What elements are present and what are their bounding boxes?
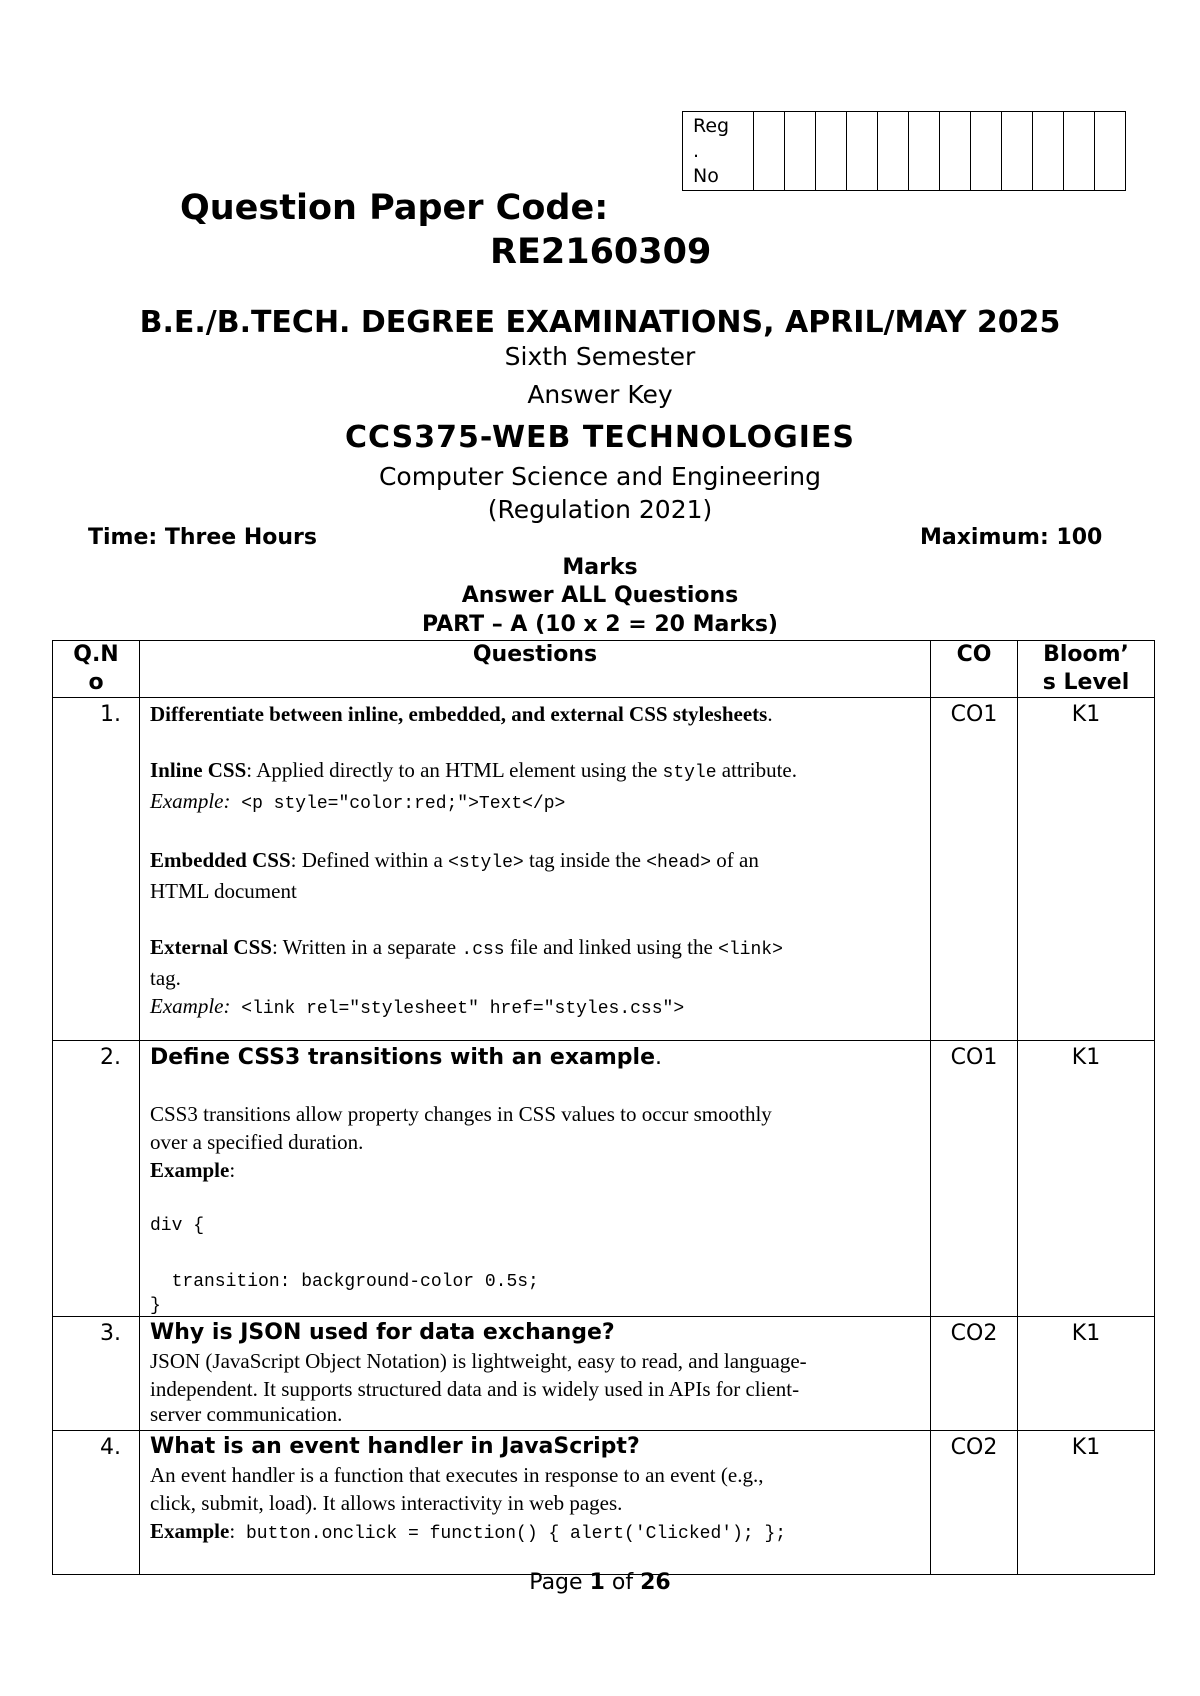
page-of: of — [604, 1570, 641, 1595]
q1-example-label: Example: — [150, 789, 231, 813]
course-title: CCS375-WEB TECHNOLOGIES — [345, 420, 855, 455]
bloom-cell: K1 — [1018, 1431, 1155, 1575]
col-qno-line2: o — [88, 670, 104, 695]
answer-line: independent. It supports structured data and is widely used in APIs for client- — [150, 1377, 800, 1401]
q1-embedded-text3: of an — [711, 848, 759, 872]
question-cell — [140, 1431, 931, 1575]
reg-digit-box — [785, 112, 816, 191]
reg-no-label — [683, 112, 754, 191]
reg-digit-box — [971, 112, 1002, 191]
reg-digit-box — [1002, 112, 1033, 191]
answer-line — [150, 787, 920, 818]
code-line: div { — [150, 1216, 205, 1236]
q1-external-code1: .css — [461, 940, 505, 960]
answer-line: HTML document — [150, 879, 297, 903]
qp-code-label: Question Paper Code: — [180, 188, 609, 228]
qp-code-value: RE2160309 — [490, 232, 712, 272]
reg-digit-box — [816, 112, 847, 191]
reg-no-box — [682, 111, 1126, 191]
reg-digit-box — [1095, 112, 1126, 191]
page-label: Page — [529, 1570, 590, 1595]
answer-line: click, submit, load). It allows interactivity in web pages. — [150, 1491, 623, 1515]
answer-line — [150, 756, 920, 787]
co-cell: CO1 — [931, 1041, 1018, 1317]
q1-inline-example: <p style="color:red;">Text</p> — [230, 794, 566, 814]
answer-line: over a specified duration. — [150, 1130, 364, 1154]
q1-embedded-term: Embedded CSS — [150, 848, 291, 872]
page-current: 1 — [589, 1570, 605, 1595]
q1-external-text: : Written in a separate — [271, 935, 462, 959]
col-header-qno — [53, 641, 140, 698]
maximum-label: Maximum: 100 — [920, 525, 1103, 550]
col-header-co: CO — [931, 641, 1018, 698]
table-row — [53, 1317, 1155, 1431]
question-number: 4. — [53, 1431, 140, 1575]
q1-inline-code: style — [662, 763, 717, 783]
q1-external-code2: <link> — [718, 940, 783, 960]
q1-external-example: <link rel="stylesheet" href="styles.css"> — [230, 999, 685, 1019]
q1-embedded-code1: <style> — [448, 853, 524, 873]
answer-line — [150, 992, 920, 1023]
q2-example-term: Example — [150, 1158, 230, 1182]
answer-line — [150, 1517, 920, 1548]
q4-code: button.onclick = function() { alert('Clicked'); }; — [235, 1524, 787, 1544]
reg-label-line1: Reg — [693, 115, 730, 137]
answer-line: An event handler is a function that executes in response to an event (e.g., — [150, 1463, 764, 1487]
co-cell: CO1 — [931, 698, 1018, 1041]
q1-inline-text2: attribute. — [716, 758, 798, 782]
question-number: 1. — [53, 698, 140, 1041]
part-heading: PART – A (10 x 2 = 20 Marks) — [422, 612, 778, 637]
q1-example-label-2: Example: — [150, 994, 231, 1018]
question-text — [150, 700, 920, 728]
q1-question-end: . — [767, 702, 773, 726]
q2-example-colon: : — [229, 1158, 236, 1182]
reg-digit-box — [909, 112, 940, 191]
q1-inline-term: Inline CSS — [150, 758, 247, 782]
answer-line — [150, 846, 920, 877]
instruction: Answer ALL Questions — [461, 583, 739, 608]
q4-example-term: Example — [150, 1519, 230, 1543]
answer-key-label: Answer Key — [527, 380, 673, 409]
table-row — [53, 698, 1155, 1041]
table-row — [53, 1431, 1155, 1575]
answer-line: CSS3 transitions allow property changes in CSS values to occur smoothly — [150, 1102, 772, 1126]
question-text: What is an event handler in JavaScript? — [150, 1434, 640, 1459]
col-bloom-line1: Bloom’ — [1043, 642, 1129, 667]
co-cell: CO2 — [931, 1317, 1018, 1431]
reg-digit-box — [1064, 112, 1095, 191]
question-table — [52, 640, 1155, 1575]
co-cell: CO2 — [931, 1431, 1018, 1575]
marks-label: Marks — [562, 555, 638, 580]
q2-question-end: . — [655, 1045, 663, 1070]
exam-title: B.E./B.TECH. DEGREE EXAMINATIONS, APRIL/MAY 2025 — [139, 305, 1061, 340]
reg-digit-box — [878, 112, 909, 191]
department: Computer Science and Engineering — [378, 462, 822, 491]
q1-external-term: External CSS — [150, 935, 272, 959]
bloom-cell: K1 — [1018, 1041, 1155, 1317]
q1-inline-text: : Applied directly to an HTML element using the — [246, 758, 663, 782]
q4-example-colon: : — [229, 1519, 236, 1543]
reg-digit-box — [754, 112, 785, 191]
code-line: } — [150, 1296, 161, 1316]
question-cell — [140, 1041, 931, 1317]
question-text — [150, 1043, 920, 1072]
col-qno-line1: Q.N — [73, 642, 119, 667]
question-number: 2. — [53, 1041, 140, 1317]
answer-line — [150, 1156, 920, 1184]
question-cell — [140, 698, 931, 1041]
semester: Sixth Semester — [504, 342, 696, 371]
reg-digit-box — [1033, 112, 1064, 191]
page-total: 26 — [640, 1570, 671, 1595]
reg-digit-box — [940, 112, 971, 191]
question-text: Why is JSON used for data exchange? — [150, 1320, 615, 1345]
q1-embedded-code2: <head> — [646, 853, 712, 873]
col-bloom-line2: s Level — [1042, 670, 1130, 695]
bloom-cell: K1 — [1018, 1317, 1155, 1431]
reg-label-line2: . — [693, 140, 700, 162]
question-cell — [140, 1317, 931, 1431]
table-row — [53, 1041, 1155, 1317]
col-header-bloom — [1018, 641, 1155, 698]
table-header-row — [53, 641, 1155, 698]
bloom-cell: K1 — [1018, 698, 1155, 1041]
time-label: Time: Three Hours — [88, 525, 318, 550]
col-header-questions: Questions — [140, 641, 931, 698]
code-line: transition: background-color 0.5s; — [150, 1272, 539, 1292]
q2-question: Define CSS3 transitions with an example — [150, 1045, 656, 1070]
page-footer — [0, 1570, 1200, 1595]
answer-line: tag. — [150, 966, 181, 990]
q1-external-text2: file and linked using the — [504, 935, 719, 959]
answer-line: JSON (JavaScript Object Notation) is lightweight, easy to read, and language- — [150, 1349, 807, 1373]
q1-question: Differentiate between inline, embedded, and external CSS stylesheets — [150, 702, 768, 726]
regulation: (Regulation 2021) — [487, 495, 713, 524]
answer-line: server communication. — [150, 1402, 343, 1426]
q1-embedded-text: : Defined within a — [290, 848, 449, 872]
question-number: 3. — [53, 1317, 140, 1431]
q1-embedded-text2: tag inside the — [523, 848, 647, 872]
reg-label-line3: No — [693, 165, 719, 187]
reg-digit-box — [847, 112, 878, 191]
answer-line — [150, 933, 920, 964]
